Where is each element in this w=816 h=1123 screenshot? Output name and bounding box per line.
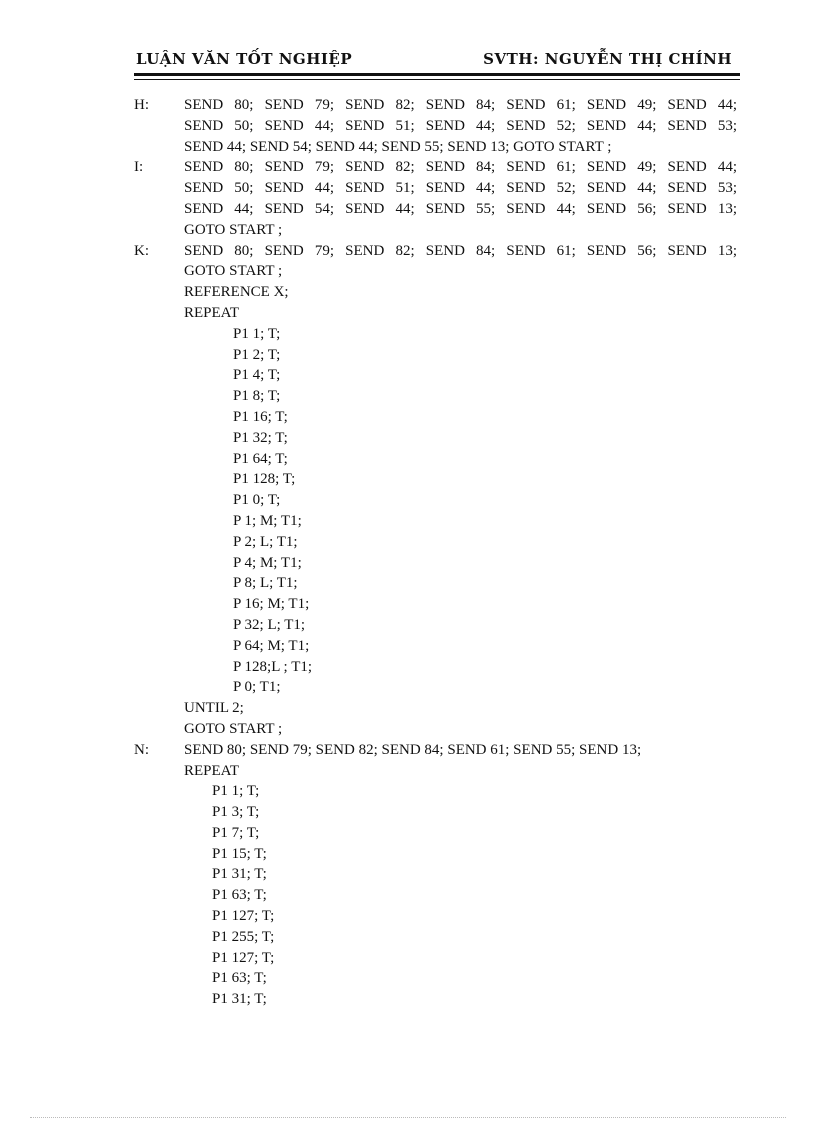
code-line: [0, 615, 816, 636]
block-label-i: I:: [134, 159, 144, 176]
code-text: SEND 50; SEND 44; SEND 51; SEND 44; SEND 52; SEND 44; SEND 53;: [184, 180, 737, 197]
code-text: P 8; L; T1;: [233, 575, 298, 592]
header-rule-thin: [134, 79, 740, 80]
code-line: [0, 511, 816, 532]
code-line: [0, 698, 816, 719]
code-line: [0, 449, 816, 470]
code-text: SEND 80; SEND 79; SEND 82; SEND 84; SEND 61; SEND 49; SEND 44;: [184, 97, 737, 113]
code-text: P1 15; T;: [212, 845, 267, 862]
code-text: P1 64; T;: [233, 450, 288, 467]
code-text: GOTO START ;: [184, 221, 283, 238]
code-text: P1 63; T;: [212, 887, 267, 904]
code-line: [0, 386, 816, 407]
code-line: [0, 469, 816, 490]
code-line: [0, 885, 816, 906]
code-line: [0, 864, 816, 885]
code-line: [0, 636, 816, 657]
code-line: [0, 594, 816, 615]
thesis-title: LUẬN VĂN TỐT NGHIỆP: [136, 50, 353, 68]
code-line: [0, 324, 816, 345]
block-label-h: H:: [134, 97, 149, 113]
code-line: [0, 948, 816, 969]
code-line: [0, 719, 816, 740]
code-listing: [0, 95, 816, 1010]
page-header: [134, 50, 740, 74]
code-text: P1 127; T;: [212, 908, 275, 925]
code-text: P1 63; T;: [212, 970, 267, 987]
block-label-k: K:: [134, 242, 149, 259]
code-line: [0, 365, 816, 386]
code-text: GOTO START ;: [184, 720, 283, 737]
code-line: [0, 407, 816, 428]
code-line: [0, 573, 816, 594]
code-text: SEND 44; SEND 54; SEND 44; SEND 55; SEND 13; GOTO START ;: [184, 138, 612, 155]
code-text: P1 1; T;: [212, 783, 260, 800]
page-bottom-border: [30, 1117, 786, 1118]
code-text: SEND 50; SEND 44; SEND 51; SEND 44; SEND 52; SEND 44; SEND 53;: [184, 117, 737, 134]
code-text: GOTO START ;: [184, 263, 283, 280]
student-name: SVTH: NGUYỄN THỊ CHÍNH: [483, 50, 732, 68]
code-line: [0, 968, 816, 989]
code-text: UNTIL 2;: [184, 700, 244, 717]
code-line: [0, 282, 816, 303]
code-line: [0, 428, 816, 449]
code-text: P 4; M; T1;: [233, 554, 302, 571]
code-line: [0, 906, 816, 927]
code-line: [0, 241, 816, 262]
code-line: [0, 927, 816, 948]
code-line: [0, 823, 816, 844]
code-line: [0, 761, 816, 782]
code-line: [0, 740, 816, 761]
code-line: [0, 178, 816, 199]
block-label-n: N:: [134, 741, 149, 758]
code-text: REPEAT: [184, 762, 240, 779]
code-text: P1 7; T;: [212, 824, 260, 841]
code-line: [0, 844, 816, 865]
code-line: [0, 781, 816, 802]
code-line: [0, 220, 816, 241]
code-text: P1 1; T;: [233, 325, 281, 342]
code-text: P1 127; T;: [212, 949, 275, 966]
code-text: P1 31; T;: [212, 991, 267, 1008]
header-rule-thick: [134, 73, 740, 76]
code-text: P 64; M; T1;: [233, 637, 310, 654]
code-line: [0, 490, 816, 511]
code-line: [0, 989, 816, 1010]
code-text: P1 8; T;: [233, 388, 281, 405]
code-text: P1 31; T;: [212, 866, 267, 883]
code-text: P 1; M; T1;: [233, 512, 302, 529]
code-line: [0, 95, 816, 116]
code-text: P1 3; T;: [212, 804, 260, 821]
code-text: P1 2; T;: [233, 346, 281, 363]
code-text: P 16; M; T1;: [233, 596, 310, 613]
code-text: SEND 80; SEND 79; SEND 82; SEND 84; SEND 61; SEND 56; SEND 13;: [184, 242, 737, 259]
code-line: [0, 553, 816, 574]
code-text: SEND 44; SEND 54; SEND 44; SEND 55; SEND 44; SEND 56; SEND 13;: [184, 200, 737, 217]
code-text: REPEAT: [184, 304, 240, 321]
code-text: P1 255; T;: [212, 928, 275, 945]
code-text: P 2; L; T1;: [233, 533, 298, 550]
code-text: P1 16; T;: [233, 408, 288, 425]
code-line: [0, 116, 816, 137]
code-text: SEND 80; SEND 79; SEND 82; SEND 84; SEND 61; SEND 49; SEND 44;: [184, 159, 737, 176]
code-line: [0, 657, 816, 678]
code-line: [0, 532, 816, 553]
code-line: [0, 261, 816, 282]
code-line: [0, 677, 816, 698]
code-line: [0, 157, 816, 178]
code-line: [0, 802, 816, 823]
code-line: [0, 199, 816, 220]
code-line: [0, 345, 816, 366]
code-line: [0, 137, 816, 158]
code-text: P1 128; T;: [233, 471, 296, 488]
code-text: P1 4; T;: [233, 367, 281, 384]
code-text: SEND 80; SEND 79; SEND 82; SEND 84; SEND 61; SEND 55; SEND 13;: [184, 741, 642, 758]
code-text: REFERENCE X;: [184, 284, 289, 301]
code-text: P 32; L; T1;: [233, 616, 306, 633]
code-text: P1 0; T;: [233, 492, 281, 509]
code-text: P 0; T1;: [233, 679, 281, 696]
code-text: P 128;L ; T1;: [233, 658, 313, 675]
code-text: P1 32; T;: [233, 429, 288, 446]
code-line: [0, 303, 816, 324]
